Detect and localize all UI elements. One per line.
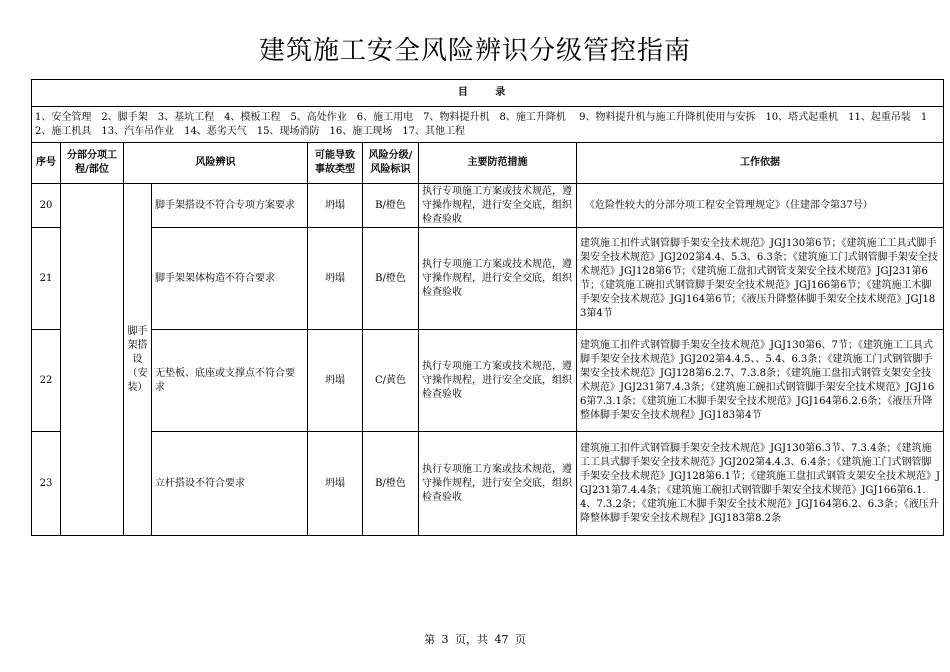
- sub-project-label: 脚手架搭设（安装）: [124, 184, 152, 536]
- header-risk: 风险辨识: [124, 143, 308, 184]
- table-row: [32, 330, 944, 432]
- header-level: 风险分级/风险标识: [363, 143, 419, 184]
- risk-level: B/橙色: [363, 228, 419, 330]
- risk-table: [31, 79, 944, 536]
- row-number: 20: [32, 184, 61, 228]
- accident-type: 坍塌: [308, 330, 363, 432]
- risk-level: C/黄色: [363, 330, 419, 432]
- risk-level: B/橙色: [363, 432, 419, 536]
- page-footer: 第 3 页，共 47 页: [424, 633, 526, 646]
- basis-text: 建筑施工扣件式钢管脚手架安全技术规范》JGJ130第6.3节、7.3.4条；《建筑施工工具式脚手架安全技术规范》JGJ202第4.4.3、6.4条；《建筑施工门式钢管脚手架安全技术规范》JGJ128第6.1节；《建筑施工盘扣式钢管支架安全技术规范》JGJ231第7.4.4条；《建筑施工碗扣式钢管脚手架安全技术规范》JGJ166第6.1.4、7.3.2条；《建筑施工木脚手架安全技术规范》JGJ164第6.2、6.3条；《液压升降整体脚手架安全技术规程》JGJ183第8.2条: [577, 432, 944, 536]
- row-number: 23: [32, 432, 61, 536]
- risk-text: 脚手架搭设不符合专项方案要求: [152, 184, 308, 228]
- category-row: [32, 107, 944, 143]
- header-seq: 序号: [32, 143, 61, 184]
- header-accident: 可能导致事故类型: [308, 143, 363, 184]
- basis-text: 建筑施工扣件式钢管脚手架安全技术规范》JGJ130第6节；《建筑施工工具式脚手架安全技术规范》JGJ202第4.4、5.3、6.3条；《建筑施工门式钢管脚手架安全技术规范》JGJ128第6节；《建筑施工盘扣式钢管支架安全技术规范》JGJ231第6节；《建筑施工碗扣式钢管脚手架安全技术规范》JGJ166第6节；《建筑施工木脚手架安全技术规范》JGJ164第6节；《液压升降整体脚手架安全技术规范》JGJ183第4节: [577, 228, 944, 330]
- measures-text: 执行专项施工方案或技术规范，遵守操作规程，进行安全交底，组织检查验收: [419, 184, 577, 228]
- toc-row: [32, 80, 944, 107]
- accident-type: 坍塌: [308, 432, 363, 536]
- category-list: 1、安全管理 2、脚手架 3、基坑工程 4、模板工程 5、高处作业 6、施工用电 7、物料提升机 8、施工升降机 9、物料提升机与施工升降机使用与安拆 10、塔式起重机 11、起重吊装 12、施工机具 13、汽车吊作业 14、恶劣天气 15、现场消防 16、施工现场 17、其他工程: [32, 107, 944, 143]
- risk-text: 脚手架架体构造不符合要求: [152, 228, 308, 330]
- measures-text: 执行专项施工方案或技术规范，遵守操作规程，进行安全交底，组织检查验收: [419, 432, 577, 536]
- risk-level: B/橙色: [363, 184, 419, 228]
- row-number: 21: [32, 228, 61, 330]
- table-row: [32, 228, 944, 330]
- page-title: 建筑施工安全风险辨识分级管控指南: [258, 36, 691, 66]
- header-measures: 主要防范措施: [419, 143, 577, 184]
- header-row: [32, 143, 944, 184]
- accident-type: 坍塌: [308, 184, 363, 228]
- header-sub-project: 分部分项工程/部位: [61, 143, 124, 184]
- risk-text: 无垫板、底座或支撑点不符合要求: [152, 330, 308, 432]
- table-row: [32, 432, 944, 536]
- measures-text: 执行专项施工方案或技术规范，遵守操作规程，进行安全交底，组织检查验收: [419, 228, 577, 330]
- basis-text: 建筑施工扣件式钢管脚手架安全技术规范》JGJ130第6、7节；《建筑施工工具式脚手架安全技术规范》JGJ202第4.4.5、、5.4、6.3条；《建筑施工门式钢管脚手架安全技术规范》JGJ128第6.2.7、7.3.8条；《建筑施工盘扣式钢管支架安全技术规范》JGJ231第7.4.3条；《建筑施工碗扣式钢管脚手架安全技术规范》JGJ166第7.3.1条；《建筑施工木脚手架安全技术规范》JGJ164第6.2.6条；《液压升降整体脚手架安全技术规程》JGJ183第4节: [577, 330, 944, 432]
- table-row: [32, 184, 944, 228]
- sub-project-blank: [61, 184, 124, 536]
- accident-type: 坍塌: [308, 228, 363, 330]
- measures-text: 执行专项施工方案或技术规范，遵守操作规程，进行安全交底，组织检查验收: [419, 330, 577, 432]
- basis-text: 《危险性较大的分部分项工程安全管理规定》（住建部令第37号）: [577, 184, 944, 228]
- header-basis: 工作依据: [577, 143, 944, 184]
- toc-heading: 目 录: [32, 80, 944, 107]
- risk-text: 立杆搭设不符合要求: [152, 432, 308, 536]
- row-number: 22: [32, 330, 61, 432]
